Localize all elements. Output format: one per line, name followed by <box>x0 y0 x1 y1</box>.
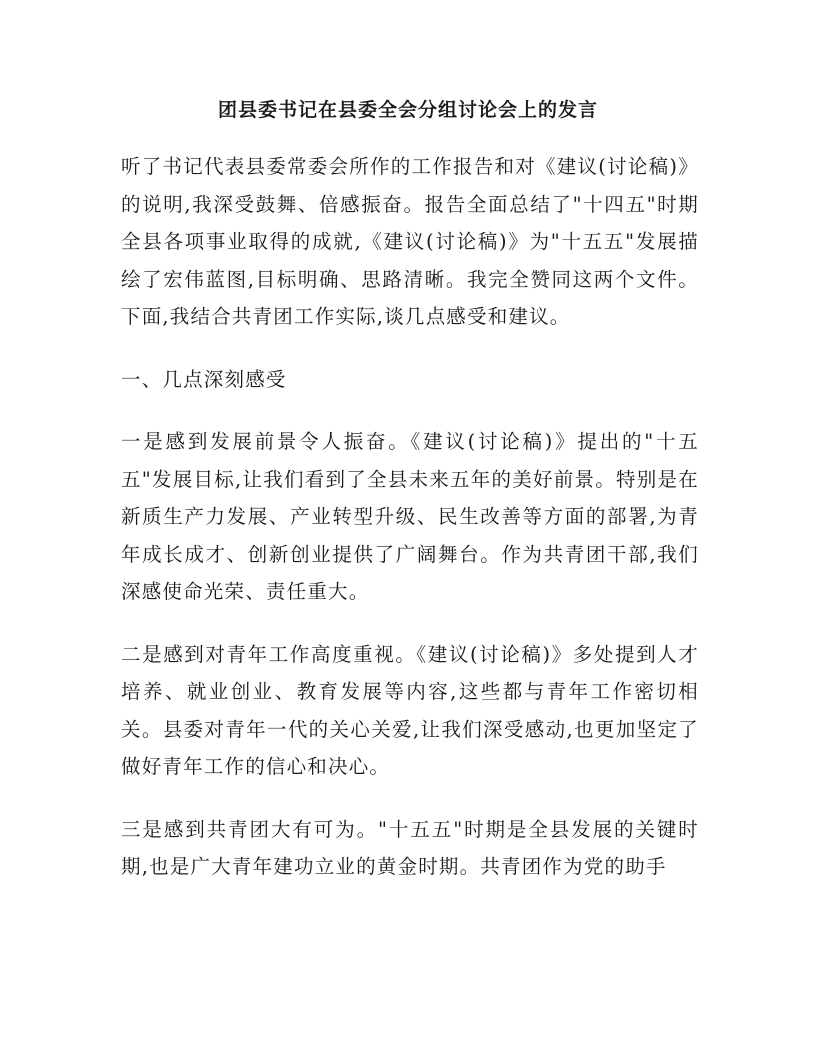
paragraph-point-2: 二是感到对青年工作高度重视。《建议(讨论稿)》多处提到人才培养、就业创业、教育发展等内容,这些都与青年工作密切相关。县委对青年一代的关心关爱,让我们深受感动,也更加坚定了做好青年工作的信心和决心。 <box>121 642 699 778</box>
paragraph-point-1: 一是感到发展前景令人振奋。《建议(讨论稿)》提出的"十五五"发展目标,让我们看到了全县未来五年的美好前景。特别是在新质生产力发展、产业转型升级、民生改善等方面的部署,为青年成长成才、创新创业提供了广阔舞台。作为共青团干部,我们深感使命光荣、责任重大。 <box>121 430 699 603</box>
section-heading: 一、几点深刻感受 <box>121 367 287 391</box>
paragraph-intro: 听了书记代表县委常委会所作的工作报告和对《建议(讨论稿)》的说明,我深受鼓舞、倍感振奋。报告全面总结了"十四五"时期全县各项事业取得的成就,《建议(讨论稿)》为"十五五"发展描绘了宏伟蓝图,目标明确、思路清晰。我完全赞同这两个文件。下面,我结合共青团工作实际,谈几点感受和建议。 <box>121 155 699 328</box>
document-title: 团县委书记在县委全会分组讨论会上的发言 <box>217 99 598 121</box>
paragraph-point-3: 三是感到共青团大有可为。"十五五"时期是全县发展的关键时期,也是广大青年建功立业的黄金时期。共青团作为党的助手 <box>121 817 699 878</box>
document-body <box>121 148 699 911</box>
